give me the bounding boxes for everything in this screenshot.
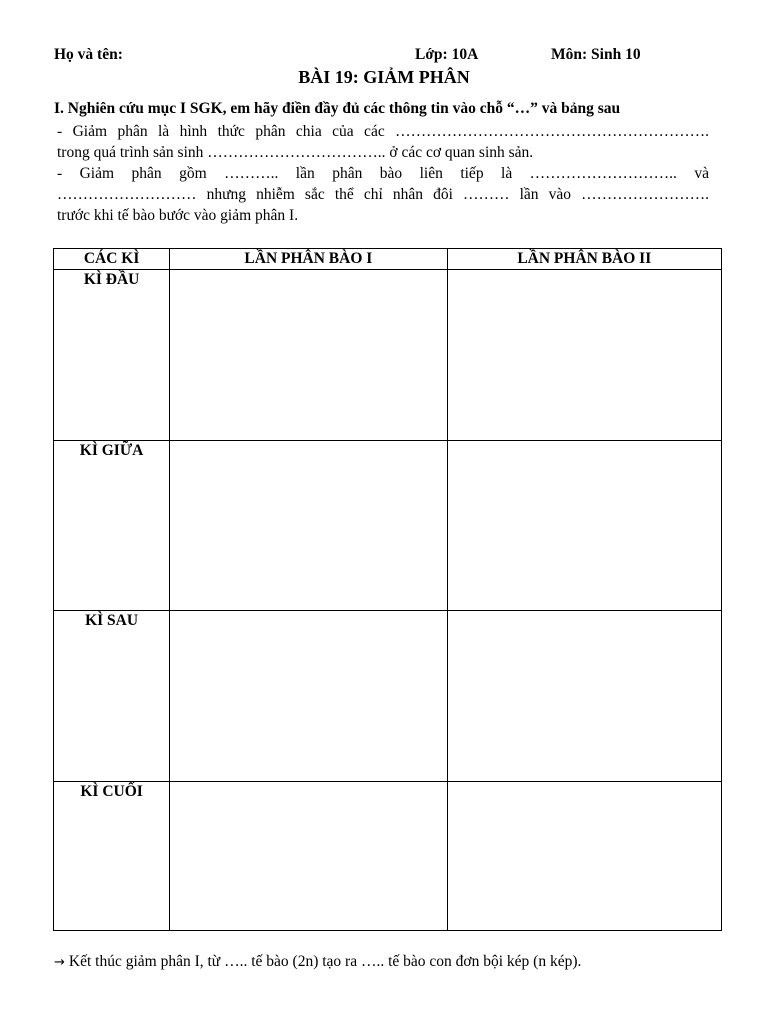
table-row <box>54 611 722 782</box>
meiosis-phases-table <box>53 248 722 931</box>
answer-cell-division-1[interactable] <box>170 611 447 782</box>
student-name-label: Họ và tên: <box>54 46 123 63</box>
answer-cell-division-2[interactable] <box>447 441 721 611</box>
paragraph-line: - Giảm phân là hình thức phân chia của các ……………………………………………………. <box>57 123 709 140</box>
column-header-phase: CÁC KÌ <box>54 249 170 270</box>
paragraph-line: trong quá trình sản sinh …………………………….. ở các cơ quan sinh sản. <box>57 144 534 161</box>
section-heading: I. Nghiên cứu mục I SGK, em hãy điền đầy đủ các thông tin vào chỗ “…” và bảng sau <box>54 100 621 117</box>
subject-label: Môn: Sinh 10 <box>551 46 641 63</box>
paragraph-definition <box>57 121 709 163</box>
paragraph-line: ……………………… nhưng nhiễm sắc thể chỉ nhân đôi ……… lần vào ……………………. <box>57 186 709 203</box>
table-row <box>54 782 722 931</box>
class-label: Lớp: 10A <box>415 46 479 63</box>
answer-cell-division-2[interactable] <box>447 782 721 931</box>
conclusion-text: Kết thúc giảm phân I, từ ….. tế bào (2n) tạo ra ….. tế bào con đơn bội kép (n kép). <box>68 953 582 970</box>
answer-cell-division-2[interactable] <box>447 270 721 441</box>
page-title: BÀI 19: GIẢM PHÂN <box>298 67 470 87</box>
conclusion-line <box>54 953 581 971</box>
column-header-division-1: LẦN PHÂN BÀO I <box>170 249 447 270</box>
table-row <box>54 441 722 611</box>
phase-cell: KÌ ĐẦU <box>54 270 170 441</box>
right-arrow-icon: → <box>54 955 65 970</box>
answer-cell-division-1[interactable] <box>170 270 447 441</box>
answer-cell-division-2[interactable] <box>447 611 721 782</box>
paragraph-structure <box>57 163 709 226</box>
table-header-row <box>54 249 722 270</box>
answer-cell-division-1[interactable] <box>170 441 447 611</box>
answer-cell-division-1[interactable] <box>170 782 447 931</box>
column-header-division-2: LẦN PHÂN BÀO II <box>447 249 721 270</box>
worksheet-header <box>54 46 722 66</box>
phase-cell: KÌ SAU <box>54 611 170 782</box>
paragraph-line: trước khi tế bào bước vào giảm phân I. <box>57 207 299 224</box>
paragraph-line: - Giảm phân gồm ……….. lần phân bào liên tiếp là ……………………….. và <box>57 165 709 182</box>
phase-cell: KÌ GIỮA <box>54 441 170 611</box>
table-row <box>54 270 722 441</box>
phase-cell: KÌ CUỐI <box>54 782 170 931</box>
